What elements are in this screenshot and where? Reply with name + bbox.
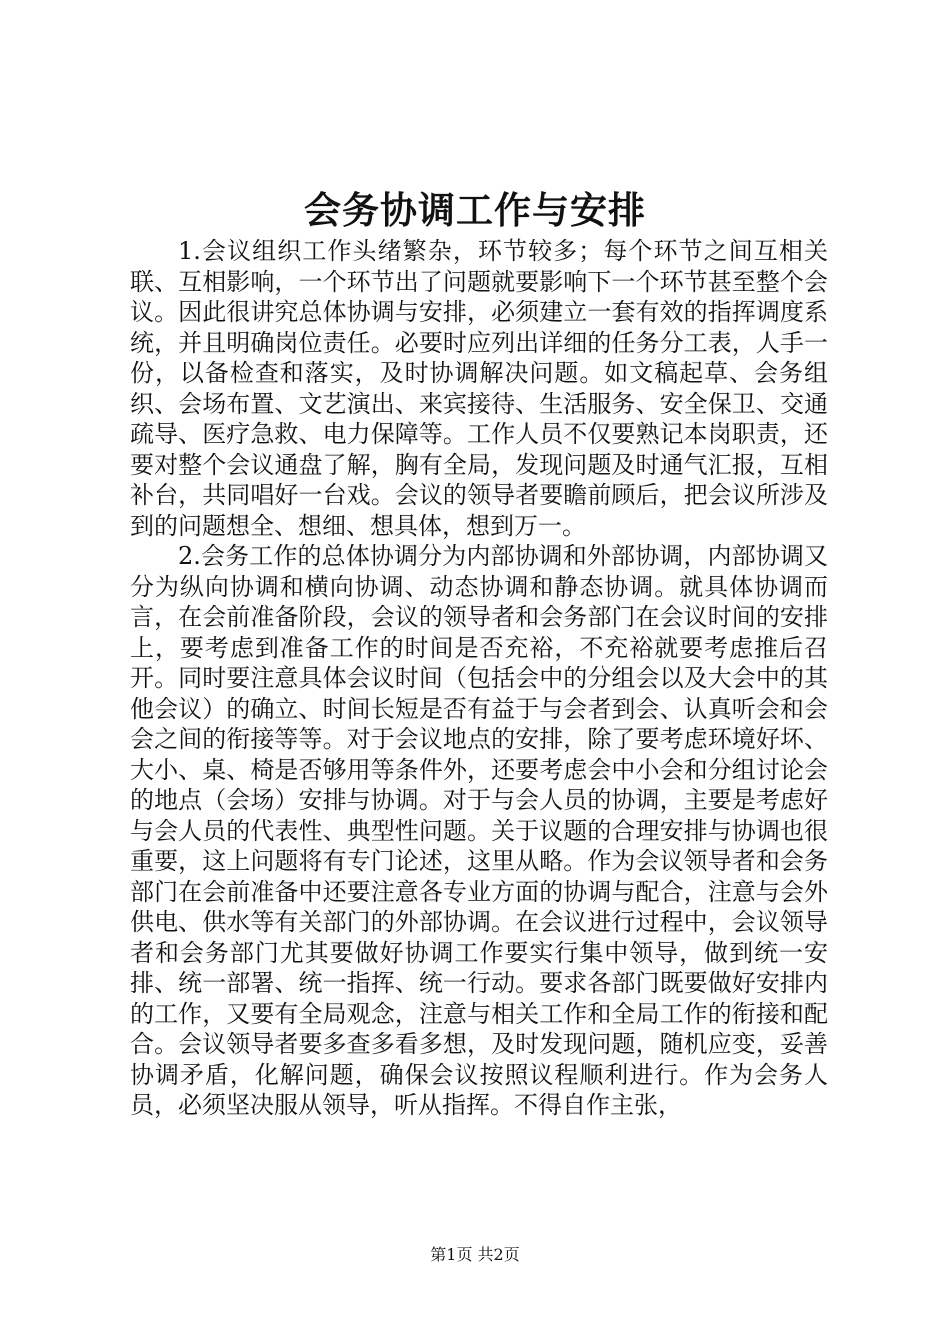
document-title: 会务协调工作与安排: [304, 188, 646, 232]
paragraph-2: 2.会务工作的总体协调分为内部协调和外部协调，内部协调又分为纵向协调和横向协调、动态协调和静态协调。就具体协调而言，在会前准备阶段，会议的领导者和会务部门在会议时间的安排上，要考虑到准备工作的时间是否充裕，不充裕就要考虑推后召开。同时要注意具体会议时间（包括会中的分组会以及大会中的其他会议）的确立、时间长短是否有益于与会者到会、认真听会和会会之间的衔接等等。对于会议地点的安排，除了要考虑环境好坏、大小、桌、椅是否够用等条件外，还要考虑会中小会和分组讨论会的地点（会场）安排与协调。对于与会人员的协调，主要是考虑好与会人员的代表性、典型性问题。关于议题的合理安排与协调也很重要，这上问题将有专门论述，这里从略。作为会议领导者和会务部门在会前准备中还要注意各专业方面的协调与配合，注意与会外供电、供水等有关部门的外部协调。在会议进行过程中，会议领导者和会务部门尤其要做好协调工作要实行集中领导，做到统一安排、统一部署、统一指挥、统一行动。要求各部门既要做好安排内的工作，又要有全局观念，注意与相关工作和全局工作的衔接和配合。会议领导者要多查多看多想，及时发现问题，随机应变，妥善协调矛盾，化解问题，确保会议按照议程顺利进行。作为会务人员，必须坚决服从领导，听从指挥。不得自作主张，: [130, 542, 828, 1119]
page-number-footer: 第1页 共2页: [430, 1245, 520, 1264]
paragraph-1: 1.会议组织工作头绪繁杂，环节较多；每个环节之间互相关联、互相影响，一个环节出了问题就要影响下一个环节甚至整个会议。因此很讲究总体协调与安排，必须建立一套有效的指挥调度系统，并且明确岗位责任。必要时应列出详细的任务分工表，人手一份，以备检查和落实，及时协调解决问题。如文稿起草、会务组织、会场布置、文艺演出、来宾接待、生活服务、安全保卫、交通疏导、医疗急救、电力保障等。工作人员不仅要熟记本岗职责，还要对整个会议通盘了解，胸有全局，发现问题及时通气汇报，互相补台，共同唱好一台戏。会议的领导者要瞻前顾后，把会议所涉及到的问题想全、想细、想具体，想到万一。: [130, 237, 828, 540]
document-body: [130, 236, 828, 1121]
